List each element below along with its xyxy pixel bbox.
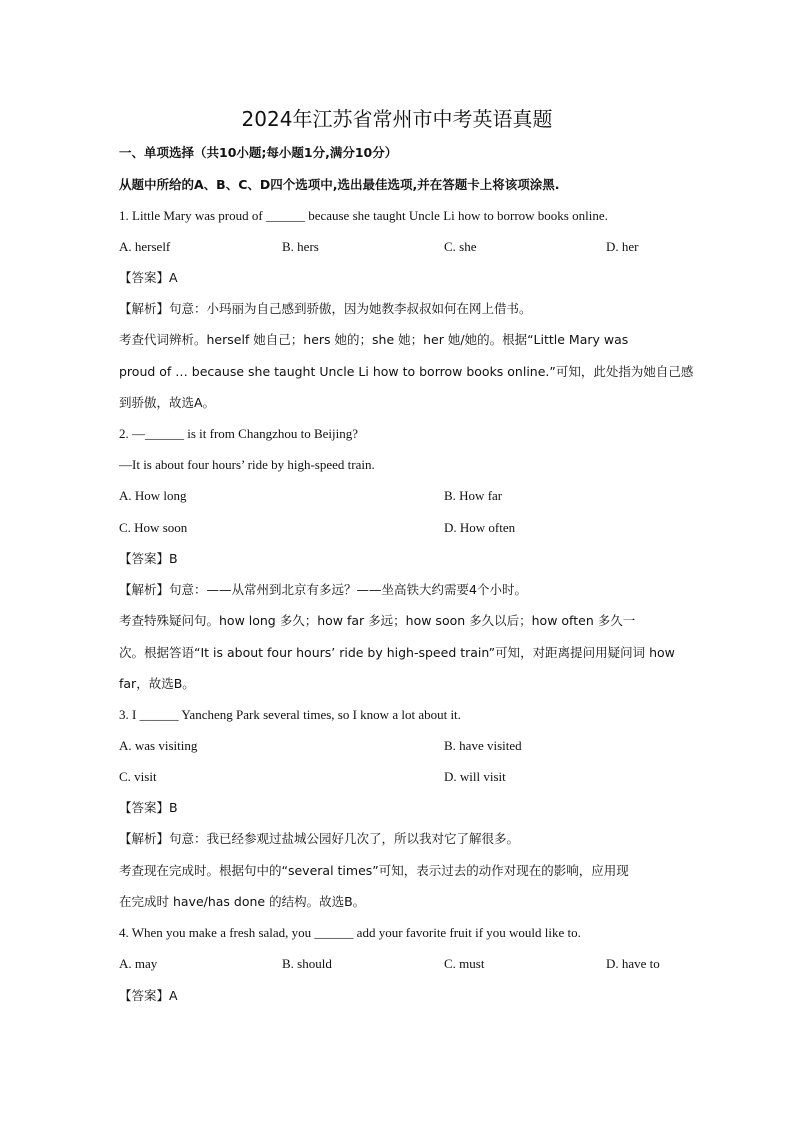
question-2-option-c: C. How soon xyxy=(119,520,188,535)
question-3-option-c: C. visit xyxy=(119,769,157,784)
question-2-analysis-line: 【解析】句意：——从常州到北京有多远？——坐高铁大约需要4个小时。 xyxy=(119,582,527,597)
question-4-answer: 【答案】A xyxy=(119,988,178,1003)
question-2-option-a: A. How long xyxy=(119,488,187,503)
question-2-stem: 2. —______ is it from Changzhou to Beijing? xyxy=(119,426,359,441)
question-1-analysis-line: 到骄傲，故选A。 xyxy=(119,395,216,410)
instruction-text: 从题中所给的A、B、C、D四个选项中,选出最佳选项,并在答题卡上将该项涂黑. xyxy=(119,177,560,192)
question-3-option-a: A. was visiting xyxy=(119,738,198,753)
question-2-answer: 【答案】B xyxy=(119,551,178,566)
question-4-stem: 4. When you make a fresh salad, you ______ add your favorite fruit if you would like to. xyxy=(119,925,581,940)
question-4-option-c: C. must xyxy=(444,956,485,971)
question-2-option-d: D. How often xyxy=(444,520,516,535)
page-title: 2024年江苏省常州市中考英语真题 xyxy=(241,107,553,131)
question-2-reply: —It is about four hours’ ride by high-speed train. xyxy=(119,457,375,472)
question-2-option-b: B. How far xyxy=(444,488,503,503)
question-1-option-c: C. she xyxy=(444,239,477,254)
question-3-option-b: B. have visited xyxy=(444,738,522,753)
question-1-analysis-line: 【解析】句意：小玛丽为自己感到骄傲，因为她教李叔叔如何在网上借书。 xyxy=(119,301,532,316)
question-1-stem: 1. Little Mary was proud of ______ because she taught Uncle Li how to borrow books online. xyxy=(119,208,608,223)
question-3-analysis-line: 【解析】句意：我已经参观过盐城公园好几次了，所以我对它了解很多。 xyxy=(119,831,520,846)
question-1-option-b: B. hers xyxy=(282,239,319,254)
question-3-analysis-line: 考查现在完成时。根据句中的“several times”可知，表示过去的动作对现在的影响，应用现 xyxy=(119,863,629,878)
question-4-option-a: A. may xyxy=(119,956,158,971)
question-2-analysis-line: 考查特殊疑问句。how long 多久；how far 多远；how soon 多久以后；how often 多久一 xyxy=(119,613,636,628)
question-1-option-d: D. her xyxy=(606,239,639,254)
question-1-answer: 【答案】A xyxy=(119,270,178,285)
question-1-analysis-line: proud of … because she taught Uncle Li how to borrow books online.”可知，此处指为她自己感 xyxy=(119,364,694,379)
question-3-stem: 3. I ______ Yancheng Park several times, so I know a lot about it. xyxy=(119,707,461,722)
question-2-analysis-line: 次。根据答语“It is about four hours’ ride by high-speed train”可知，对距离提问用疑问词 how xyxy=(119,645,675,660)
question-3-answer: 【答案】B xyxy=(119,800,178,815)
question-1-option-a: A. herself xyxy=(119,239,171,254)
question-1-analysis-line: 考查代词辨析。herself 她自己；hers 她的；she 她；her 她/她的。根据“Little Mary was xyxy=(119,332,629,347)
question-3-analysis-line: 在完成时 have/has done 的结构。故选B。 xyxy=(119,894,366,909)
question-4-option-d: D. have to xyxy=(606,956,660,971)
section-heading: 一、单项选择（共10小题;每小题1分,满分10分） xyxy=(119,145,398,160)
question-3-option-d: D. will visit xyxy=(444,769,506,784)
question-2-analysis-line: far，故选B。 xyxy=(119,676,195,691)
question-4-option-b: B. should xyxy=(282,956,332,971)
